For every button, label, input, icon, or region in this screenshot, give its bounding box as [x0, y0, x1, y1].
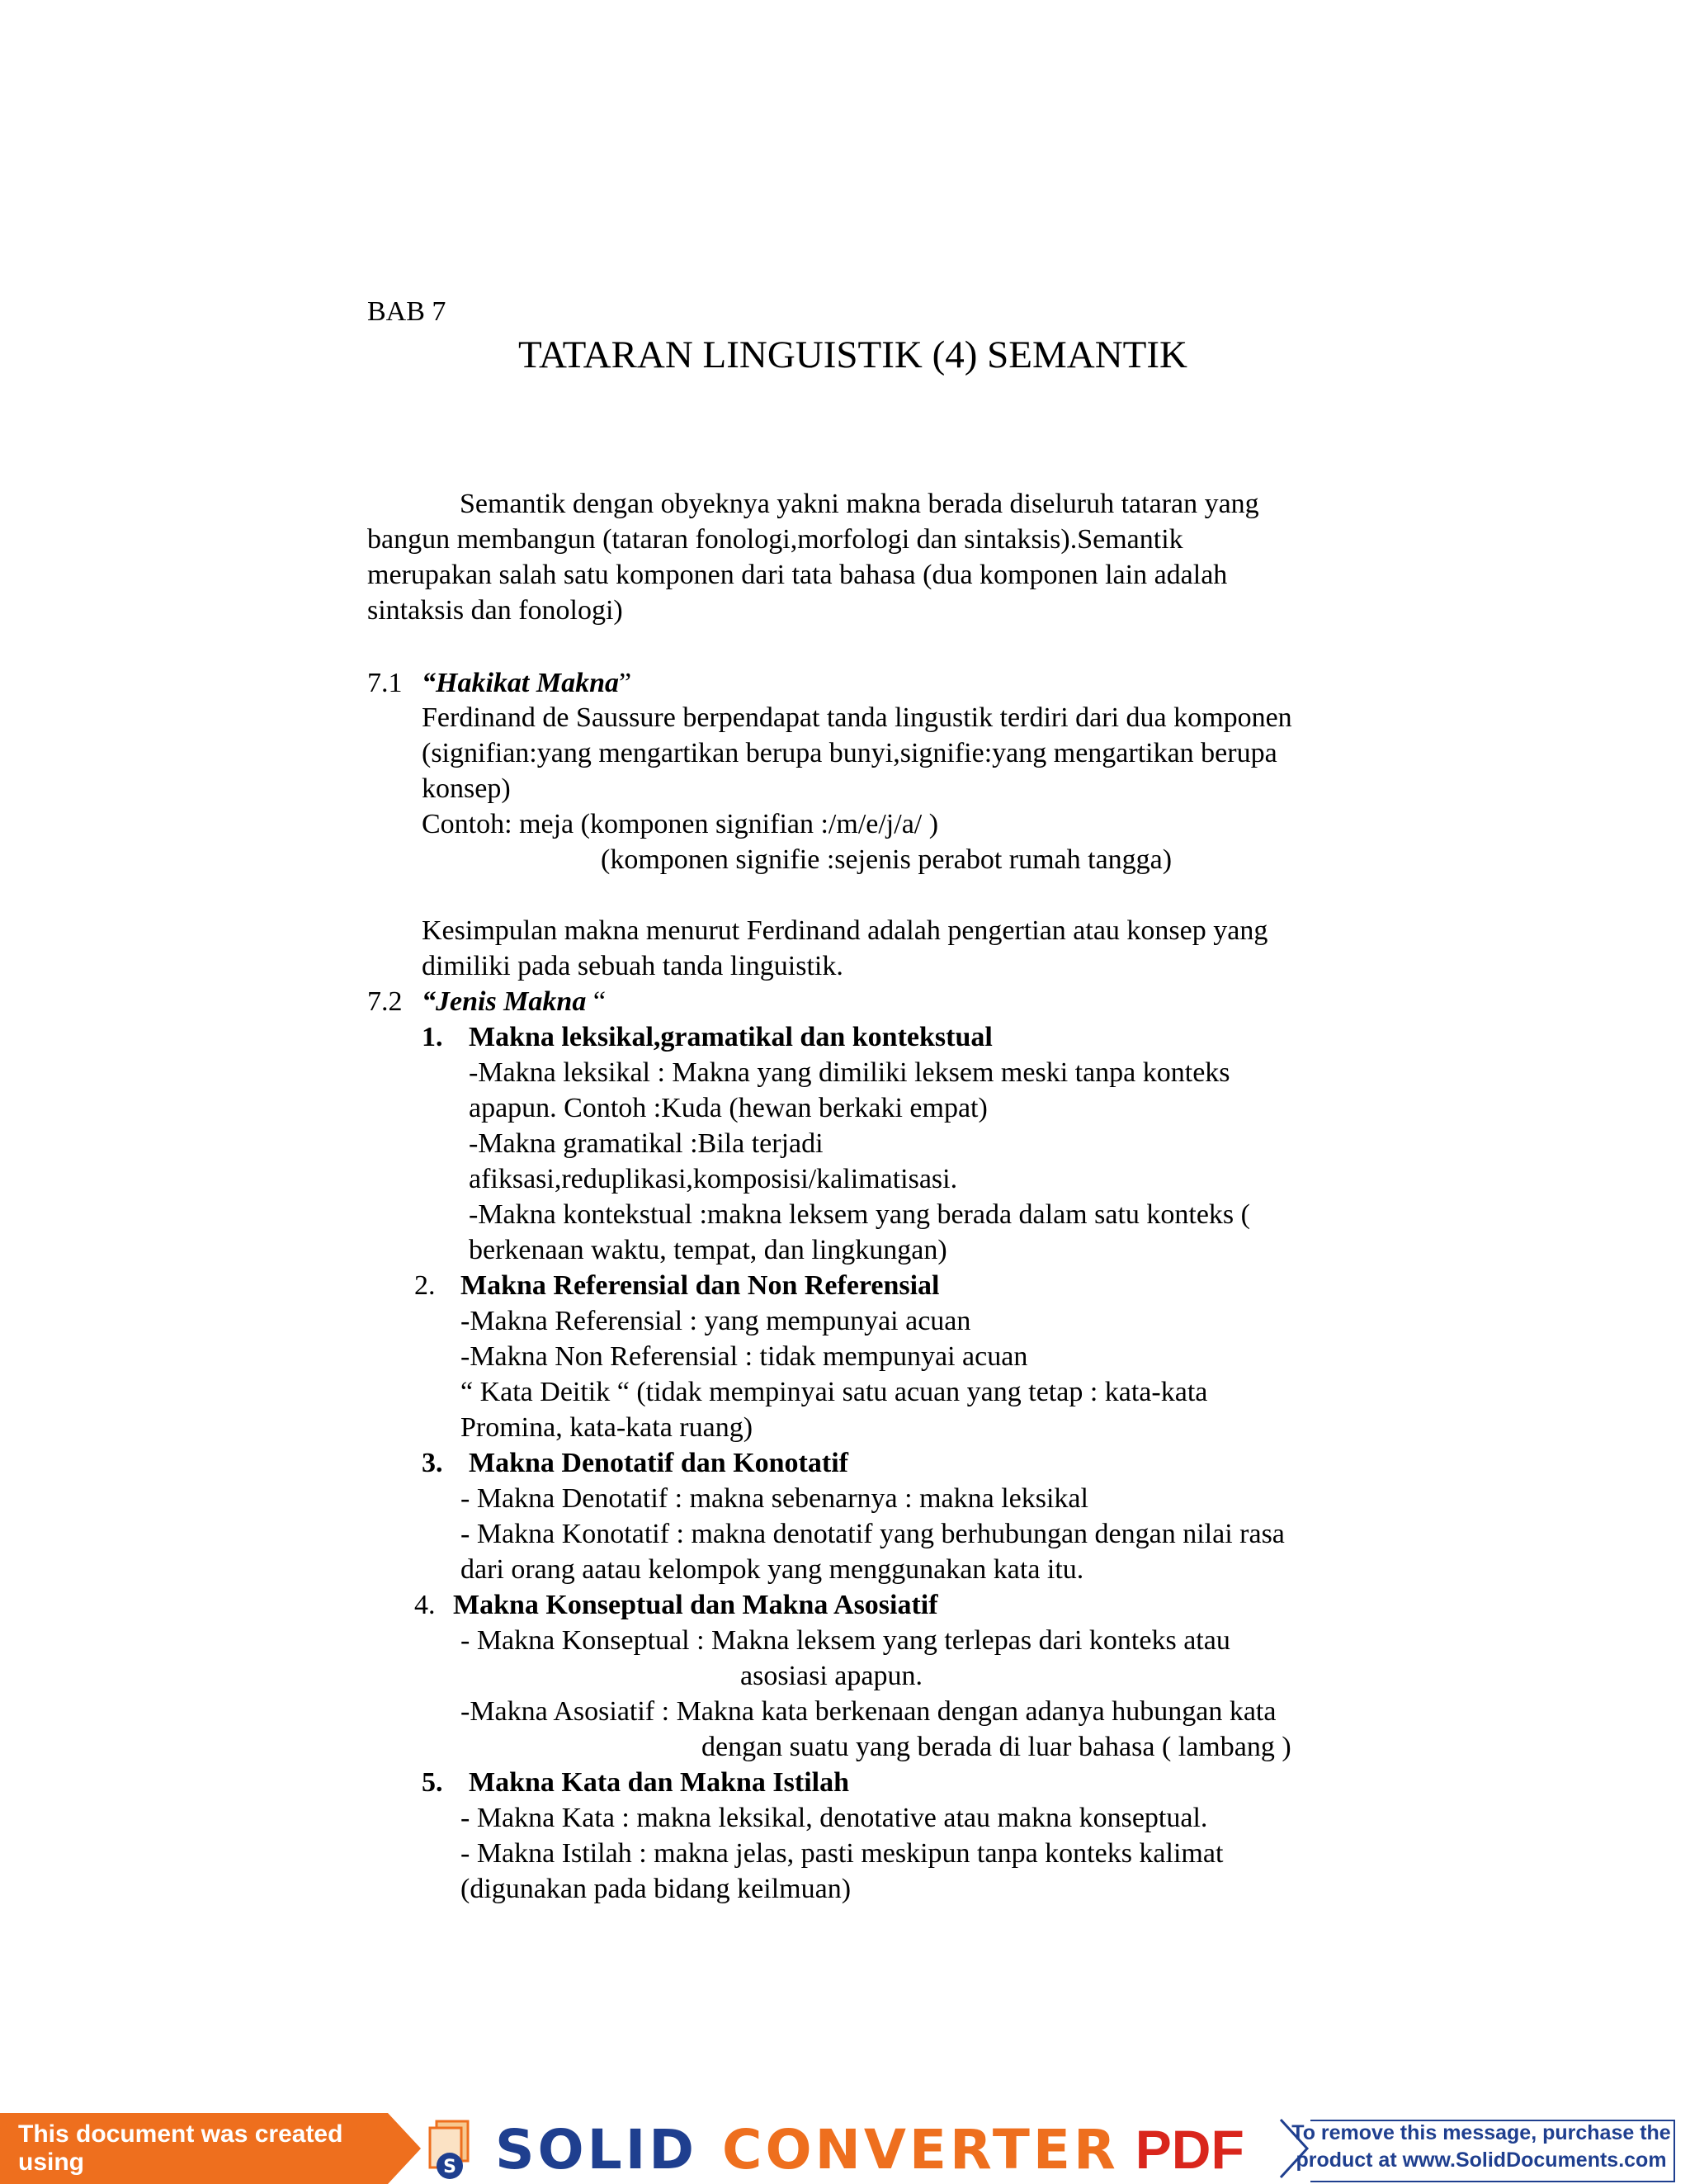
example-line: Contoh: meja (komponen signifian :/m/e/j/a/ ) — [422, 809, 939, 839]
page-title: TATARAN LINGUISTIK (4) SEMANTIK — [518, 333, 1187, 376]
list-item-number: 3. — [422, 1448, 443, 1478]
list-item-line: -Makna leksikal : Makna yang dimiliki leksem meski tanpa konteks — [469, 1057, 1230, 1088]
list-item-line: - Makna Konseptual : Makna leksem yang terlepas dari konteks atau — [460, 1625, 1230, 1656]
list-item-line: -Makna Asosiatif : Makna kata berkenaan dengan adanya hubungan kata — [460, 1696, 1277, 1727]
heading-text: “Jenis Makna — [422, 986, 593, 1017]
list-item-number: 4. — [414, 1590, 436, 1620]
list-item-line: - Makna Istilah : makna jelas, pasti meskipun tanpa konteks kalimat — [460, 1838, 1224, 1869]
list-item-title: Makna Kata dan Makna Istilah — [469, 1767, 849, 1798]
section-7-1-line: (signifian:yang mengartikan berupa bunyi,signifie:yang mengartikan berupa — [422, 738, 1277, 768]
list-item-line: dari orang aatau kelompok yang menggunakan kata itu. — [460, 1554, 1084, 1585]
intro-line: bangun membangun (tataran fonologi,morfologi dan sintaksis).Semantik — [367, 524, 1183, 555]
conclusion-line: dimiliki pada sebuah tanda linguistik. — [422, 951, 843, 981]
heading-text: Hakikat Makna — [436, 668, 619, 698]
intro-line: merupakan salah satu komponen dari tata bahasa (dua komponen lain adalah — [367, 560, 1228, 590]
list-item-line: -Makna Non Referensial : tidak mempunyai acuan — [460, 1341, 1028, 1372]
banner-message-line: product at www.SolidDocuments.com — [1296, 2149, 1667, 2172]
list-item-number: 5. — [422, 1767, 443, 1798]
section-7-1-line: Ferdinand de Saussure berpendapat tanda lingustik terdiri dari dua komponen — [422, 702, 1292, 733]
close-quote: “ — [592, 986, 606, 1017]
banner-purchase-message[interactable] — [1287, 2120, 1675, 2179]
list-item-line: “ Kata Deitik “ (tidak mempinyai satu acuan yang tetap : kata-kata — [460, 1377, 1208, 1407]
conclusion-line: Kesimpulan makna menurut Ferdinand adalah pengertian atau konsep yang — [422, 915, 1268, 946]
section-7-2-number: 7.2 — [367, 986, 403, 1017]
list-item-line: - Makna Konotatif : makna denotatif yang berhubungan dengan nilai rasa — [460, 1519, 1285, 1549]
list-item-number: 2. — [414, 1270, 436, 1301]
brand-solid: SOLID — [495, 2117, 698, 2182]
list-item-line: dengan suatu yang berada di luar bahasa ( lambang ) — [701, 1732, 1291, 1762]
section-7-1-heading — [422, 669, 631, 697]
section-7-1-line: konsep) — [422, 773, 511, 804]
banner-arrow-shape — [388, 2113, 421, 2184]
list-item-line: -Makna kontekstual :makna leksem yang berada dalam satu konteks ( — [469, 1199, 1250, 1230]
list-item-number: 1. — [422, 1022, 443, 1052]
open-quote: “ — [422, 668, 436, 698]
list-item-line: (digunakan pada bidang keilmuan) — [460, 1874, 852, 1904]
chapter-label: BAB 7 — [367, 296, 446, 327]
list-item-title: Makna Denotatif dan Konotatif — [469, 1448, 848, 1478]
banner-message-line: To remove this message, purchase the — [1291, 2121, 1671, 2144]
list-item-line: - Makna Denotatif : makna sebenarnya : makna leksikal — [460, 1483, 1088, 1514]
intro-line: Semantik dengan obyeknya yakni makna berada diseluruh tataran yang — [460, 489, 1259, 519]
intro-line: sintaksis dan fonologi) — [367, 595, 623, 626]
list-item-line: apapun. Contoh :Kuda (hewan berkaki empat) — [469, 1093, 988, 1123]
banner-created-using-text: This document was created using — [0, 2113, 388, 2184]
close-quote: ” — [618, 668, 632, 698]
list-item-line: Promina, kata-kata ruang) — [460, 1412, 753, 1443]
list-item-title: Makna Referensial dan Non Referensial — [460, 1270, 940, 1301]
list-item-line: asosiasi apapun. — [740, 1661, 923, 1691]
section-7-1-number: 7.1 — [367, 668, 403, 698]
solid-documents-logo-icon — [425, 2120, 483, 2181]
list-item-title: Makna Konseptual dan Makna Asosiatif — [453, 1590, 938, 1620]
converter-banner[interactable] — [0, 2113, 1690, 2184]
brand-pdf: PDF — [1135, 2119, 1244, 2180]
list-item-line: afiksasi,reduplikasi,komposisi/kalimatisasi. — [469, 1164, 958, 1194]
brand-converter: CONVERTER — [722, 2117, 1119, 2182]
svg-text:S: S — [443, 2157, 456, 2177]
example-line: (komponen signifie :sejenis perabot rumah tangga) — [601, 844, 1173, 875]
brand-logo-text — [495, 2116, 1244, 2182]
section-7-2-heading — [422, 988, 606, 1016]
list-item-line: berkenaan waktu, tempat, dan lingkungan) — [469, 1235, 947, 1265]
list-item-line: -Makna gramatikal :Bila terjadi — [469, 1128, 824, 1159]
list-item-title: Makna leksikal,gramatikal dan kontekstual — [469, 1022, 993, 1052]
list-item-line: - Makna Kata : makna leksikal, denotative atau makna konseptual. — [460, 1803, 1208, 1833]
list-item-line: -Makna Referensial : yang mempunyai acuan — [460, 1306, 971, 1336]
